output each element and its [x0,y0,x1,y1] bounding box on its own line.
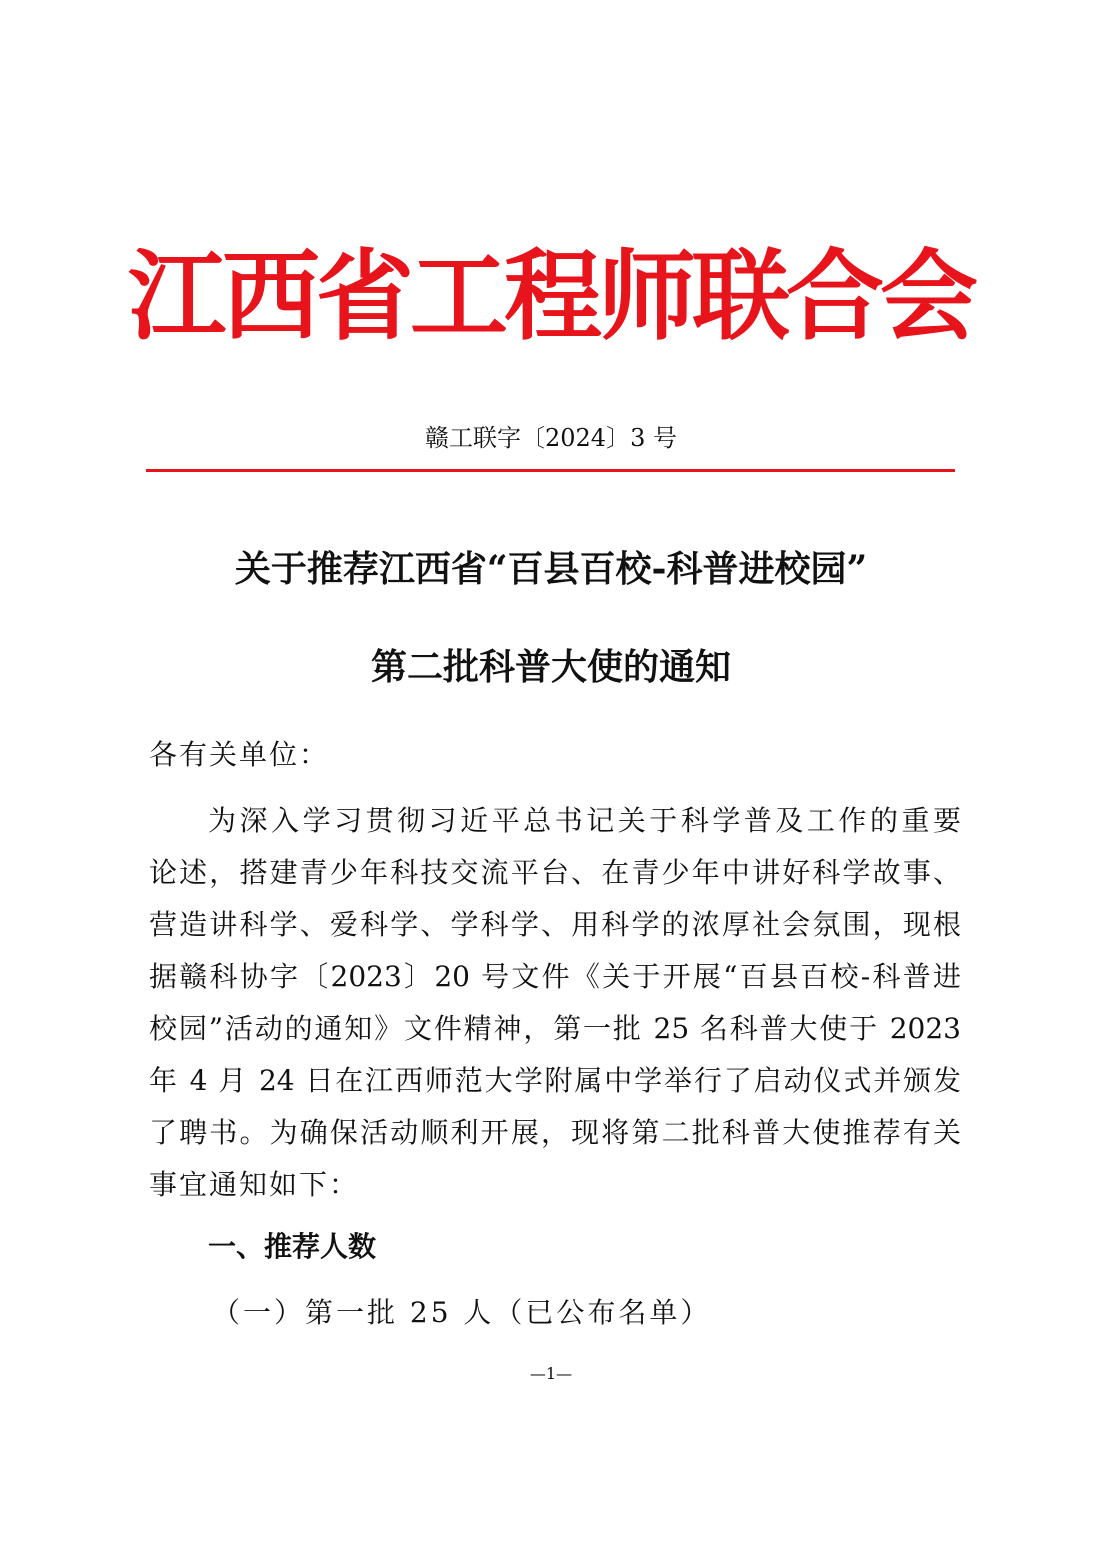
body-paragraph-line: 营造讲科学、爱科学、学科学、用科学的浓厚社会氛围，现根 [149,908,961,941]
body-paragraph-line: 据赣科协字〔2023〕20 号文件《关于开展“百县百校-科普进 [149,960,961,993]
salutation: 各有关单位： [149,738,330,771]
notice-title-line-1: 关于推荐江西省“百县百校-科普进校园” [234,548,868,590]
body-paragraph-line: 为深入学习贯彻习近平总书记关于科学普及工作的重要 [208,804,961,837]
red-divider-line [146,469,955,472]
sub-item: （一）第一批 25 人（已公布名单） [212,1296,712,1329]
body-paragraph-line: 了聘书。为确保活动顺利开展，现将第二批科普大使推荐有关 [149,1116,961,1149]
masthead-title: 江西省工程师联合会 [127,240,974,354]
body-paragraph-line: 论述，搭建青少年科技交流平台、在青少年中讲好科学故事、 [149,856,961,889]
document-number: 赣工联字〔2024〕3 号 [425,424,677,452]
body-paragraph-line: 校园”活动的通知》文件精神，第一批 25 名科普大使于 2023 [149,1012,961,1045]
body-paragraph-line: 事宜通知如下： [149,1168,360,1201]
body-paragraph-line: 年 4 月 24 日在江西师范大学附属中学举行了启动仪式并颁发 [149,1064,961,1097]
page-number: —1— [529,1364,573,1383]
section-heading: 一、推荐人数 [208,1230,377,1263]
notice-title-line-2: 第二批科普大使的通知 [370,646,731,688]
